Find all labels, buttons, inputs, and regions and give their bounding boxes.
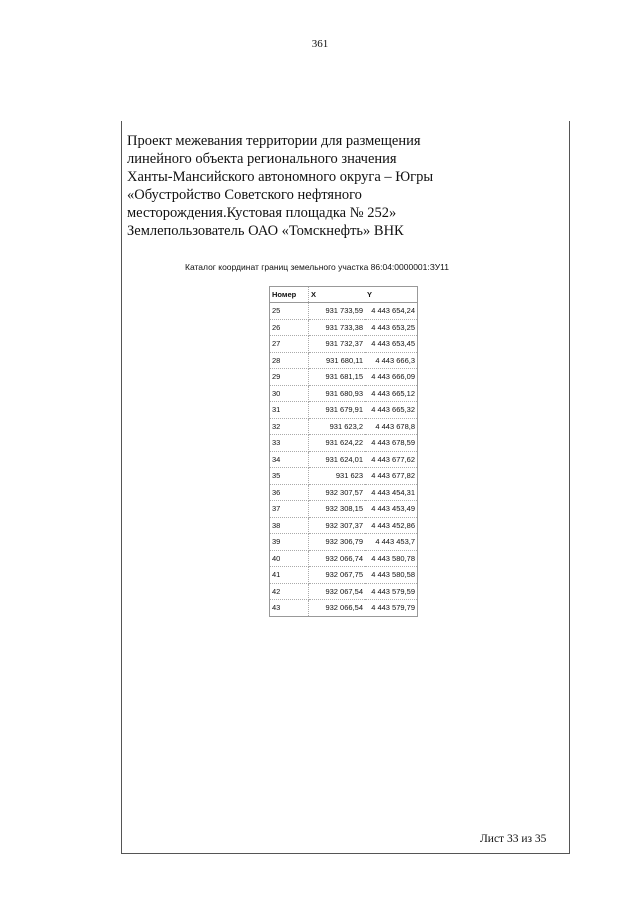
cell-x: 932 067,75	[309, 567, 366, 584]
document-header	[127, 132, 547, 240]
cell-y: 4 443 654,24	[365, 303, 417, 320]
cell-y: 4 443 666,3	[365, 352, 417, 369]
cell-y: 4 443 665,32	[365, 402, 417, 419]
cell-x: 931 623,2	[309, 418, 366, 435]
cell-x: 931 680,11	[309, 352, 366, 369]
cell-number: 35	[270, 468, 309, 485]
table-row	[270, 484, 417, 501]
cell-y: 4 443 666,09	[365, 369, 417, 386]
cell-number: 25	[270, 303, 309, 320]
cell-number: 29	[270, 369, 309, 386]
cell-y: 4 443 665,12	[365, 385, 417, 402]
table-row	[270, 385, 417, 402]
table-row	[270, 319, 417, 336]
cell-x: 931 679,91	[309, 402, 366, 419]
table-row	[270, 501, 417, 518]
cell-y: 4 443 653,45	[365, 336, 417, 353]
page-number: 361	[311, 38, 329, 50]
header-line: месторождения.Кустовая площадка № 252»	[127, 205, 397, 221]
cell-number: 31	[270, 402, 309, 419]
cell-x: 931 733,38	[309, 319, 366, 336]
cell-x: 932 308,15	[309, 501, 366, 518]
cell-x: 931 624,22	[309, 435, 366, 452]
cell-y: 4 443 653,25	[365, 319, 417, 336]
header-line: линейного объекта регионального значения	[127, 151, 397, 167]
cell-y: 4 443 579,59	[365, 583, 417, 600]
cell-x: 931 623	[309, 468, 366, 485]
cell-number: 40	[270, 550, 309, 567]
cell-x: 931 680,93	[309, 385, 366, 402]
cell-number: 38	[270, 517, 309, 534]
cell-number: 39	[270, 534, 309, 551]
cell-number: 42	[270, 583, 309, 600]
cell-number: 41	[270, 567, 309, 584]
cell-x: 932 307,37	[309, 517, 366, 534]
table-row	[270, 451, 417, 468]
cell-y: 4 443 452,86	[365, 517, 417, 534]
table-row	[270, 583, 417, 600]
cell-y: 4 443 580,58	[365, 567, 417, 584]
table-row	[270, 402, 417, 419]
column-header-number: Номер	[270, 287, 309, 303]
cell-y: 4 443 678,8	[365, 418, 417, 435]
cell-number: 37	[270, 501, 309, 518]
cell-number: 34	[270, 451, 309, 468]
table-row	[270, 468, 417, 485]
cell-y: 4 443 678,59	[365, 435, 417, 452]
sheet-label: Лист 33 из 35	[480, 833, 547, 845]
header-line: Землепользователь ОАО «Томскнефть» ВНК	[127, 223, 404, 239]
coordinates-table-container	[269, 286, 418, 617]
table-row	[270, 336, 417, 353]
cell-x: 931 733,59	[309, 303, 366, 320]
cell-x: 932 067,54	[309, 583, 366, 600]
cell-y: 4 443 579,79	[371, 603, 415, 613]
cell-x: 932 307,57	[309, 484, 366, 501]
cell-number: 43	[270, 600, 309, 616]
cell-x: 932 066,54	[325, 603, 363, 613]
table-row	[270, 534, 417, 551]
cell-number: 28	[270, 352, 309, 369]
table-row	[270, 517, 417, 534]
table-body	[270, 303, 417, 616]
cell-number: 36	[270, 484, 309, 501]
cell-number: 27	[270, 336, 309, 353]
cell-x: 931 681,15	[309, 369, 366, 386]
cell-number: 26	[270, 319, 309, 336]
cell-y: 4 443 580,78	[365, 550, 417, 567]
column-header-y: Y	[365, 287, 417, 303]
table-header-row	[270, 287, 417, 303]
cell-y: 4 443 453,7	[365, 534, 417, 551]
header-line: Ханты-Мансийского автономного округа – Югры	[127, 169, 434, 185]
cell-y: 4 443 453,49	[365, 501, 417, 518]
table-row	[270, 418, 417, 435]
cell-x: 931 624,01	[309, 451, 366, 468]
cell-number: 30	[270, 385, 309, 402]
table-row	[270, 550, 417, 567]
coordinates-table	[270, 287, 417, 616]
table-row	[270, 567, 417, 584]
cell-number: 32	[270, 418, 309, 435]
cell-x: 931 732,37	[309, 336, 366, 353]
table-row	[270, 303, 417, 320]
cell-y: 4 443 677,62	[365, 451, 417, 468]
cell-x: 932 306,79	[309, 534, 366, 551]
table-row	[270, 369, 417, 386]
column-header-x: X	[309, 287, 366, 303]
catalog-title: Каталог координат границ земельного участка 86:04:0000001:ЗУ11	[185, 262, 450, 272]
cell-x: 932 066,74	[309, 550, 366, 567]
header-line: «Обустройство Советского нефтяного	[127, 187, 362, 203]
cell-number: 33	[270, 435, 309, 452]
cell-y: 4 443 677,82	[365, 468, 417, 485]
cell-y: 4 443 454,31	[365, 484, 417, 501]
header-line: Проект межевания территории для размещения	[127, 133, 421, 149]
table-row	[270, 600, 417, 616]
table-row	[270, 435, 417, 452]
table-row	[270, 352, 417, 369]
